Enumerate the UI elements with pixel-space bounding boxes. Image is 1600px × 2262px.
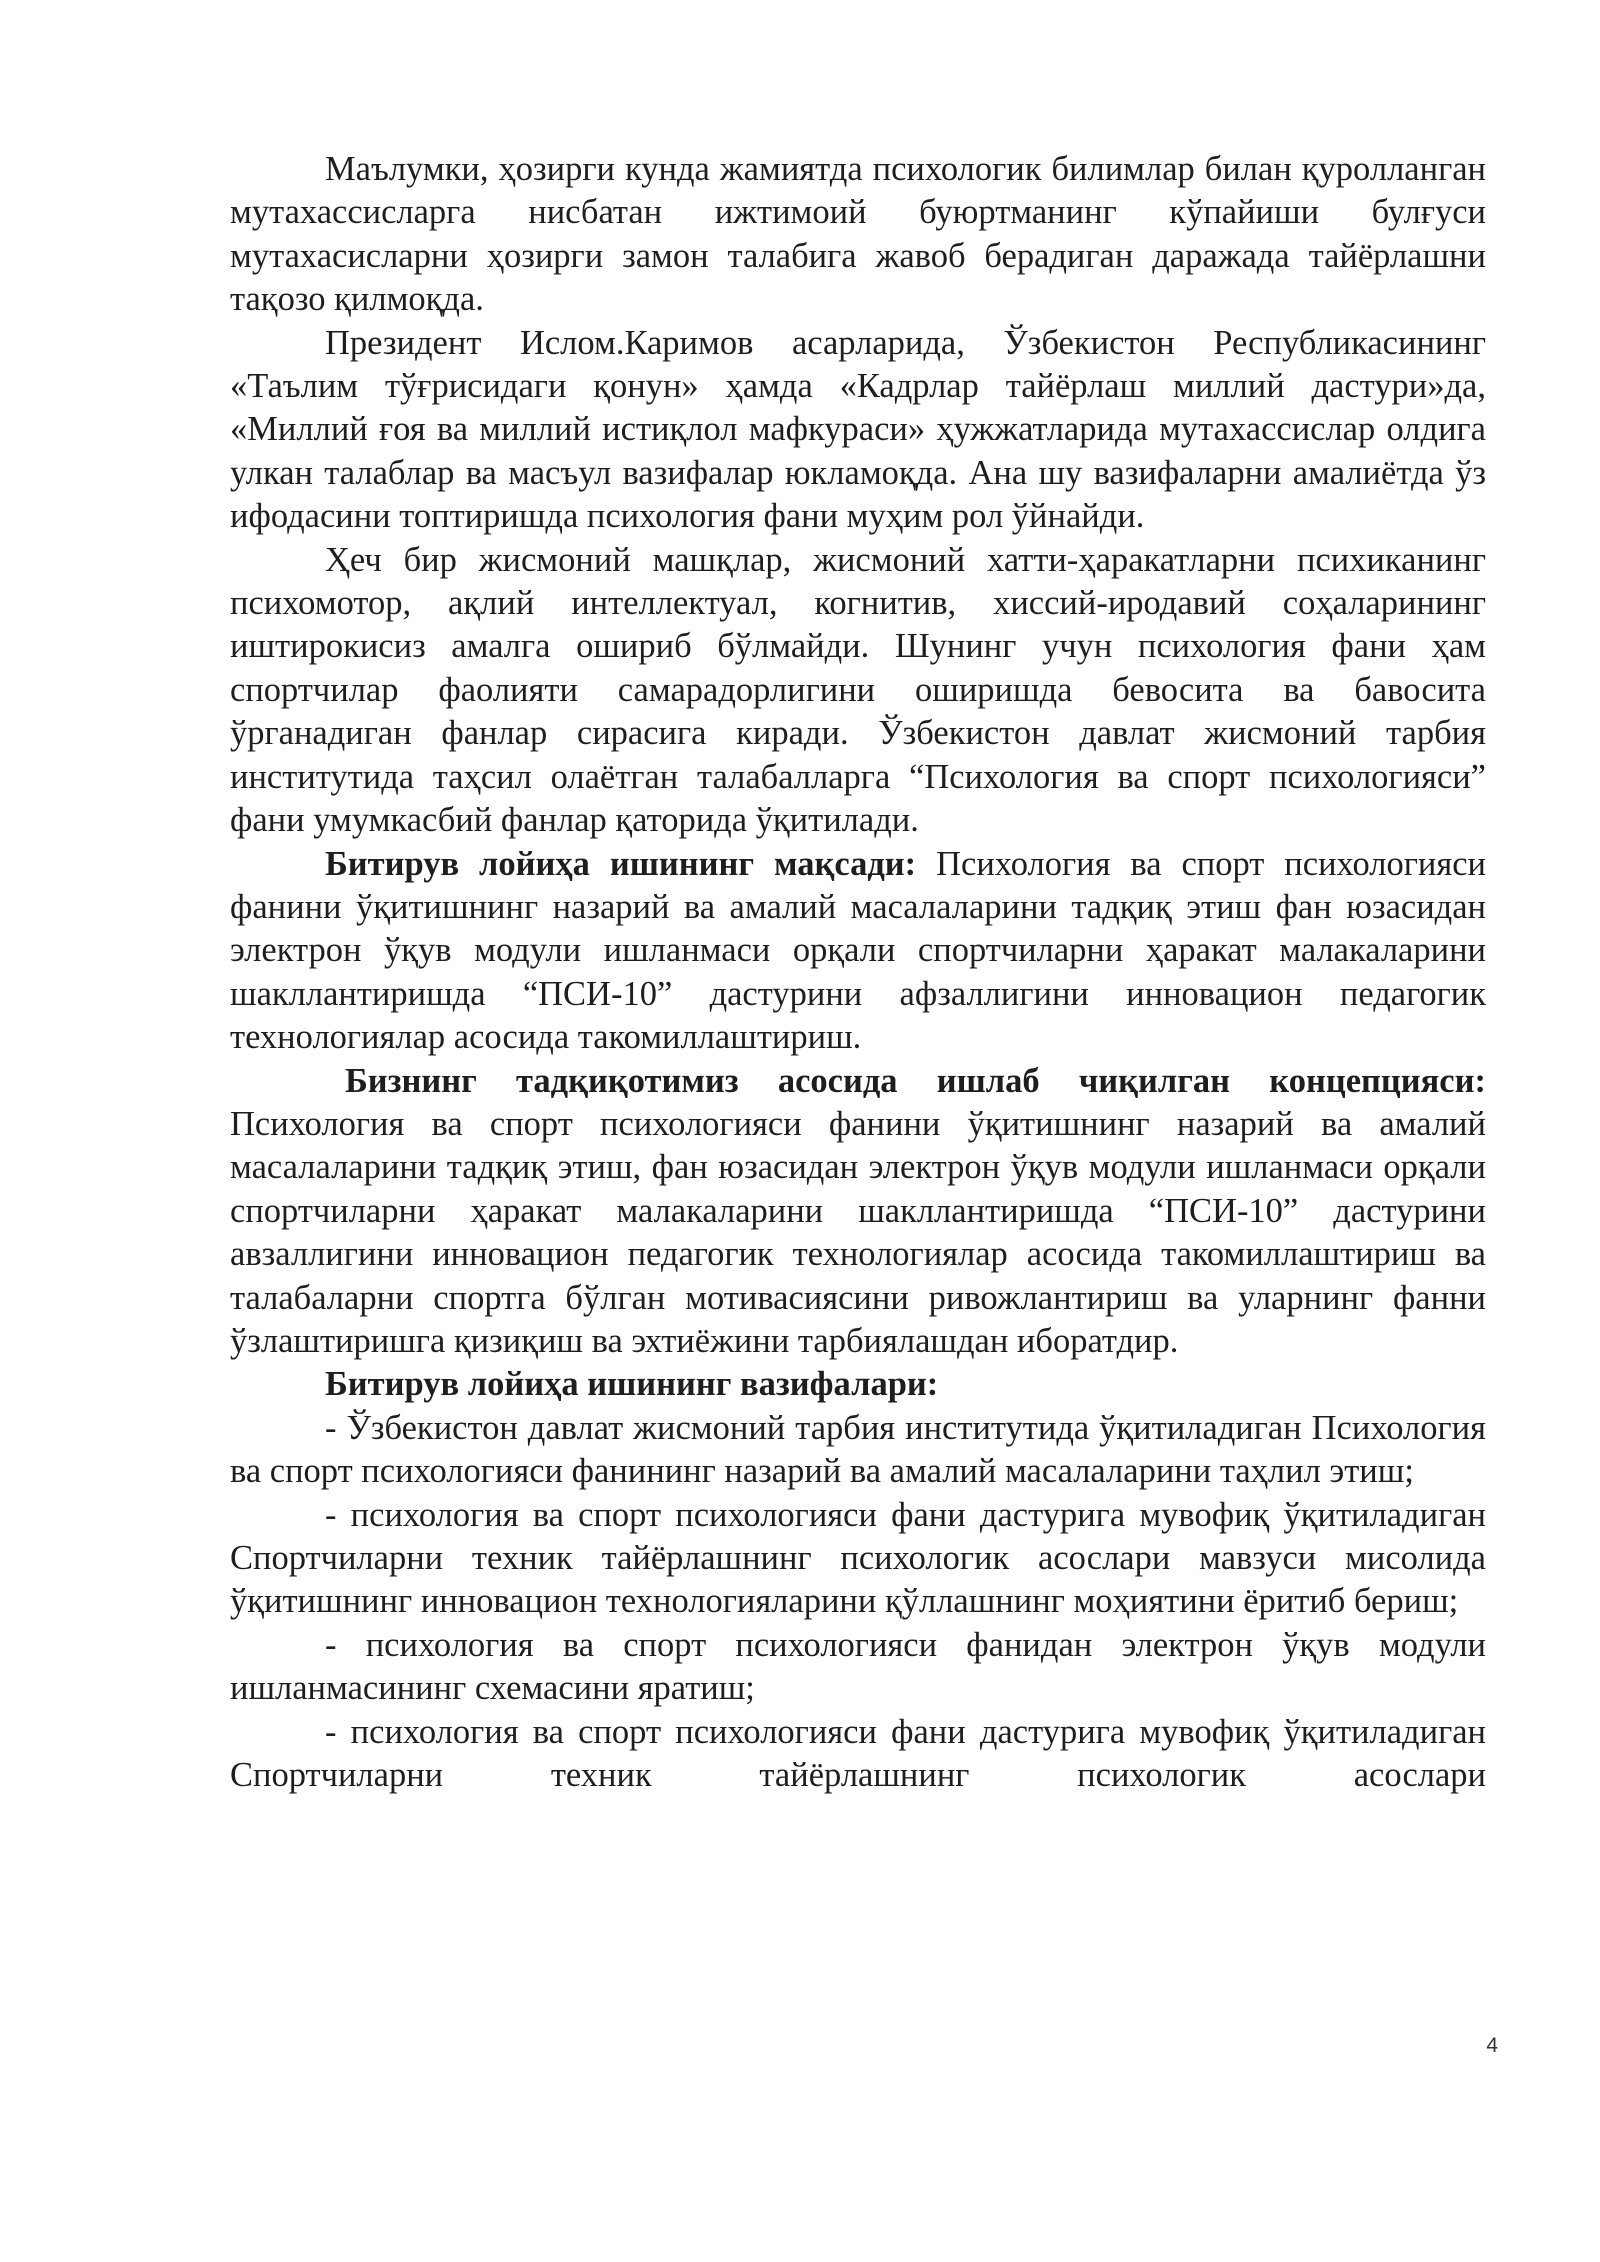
heading-text: Битирув лойиҳа ишининг вазифалари: [325, 1365, 939, 1404]
section-heading-tasks [230, 1363, 1486, 1406]
paragraph-psychology-role [230, 539, 1486, 843]
paragraph-intro [230, 148, 1486, 322]
task-text: - психология ва спорт психологияси фани дастурига мувофиқ ўқитиладиган Спортчиларни техник тайёрлашнинг психологик асослари мавзуси мисолида ўқитишнинг инновацион технологияларини қўллашнинг моҳиятини ёритиб бериш; [230, 1495, 1486, 1621]
task-text: - психология ва спорт психологияси фанидан электрон ўқув модули ишланмасининг схемасини яратиш; [230, 1625, 1486, 1708]
paragraph-project-goal [230, 843, 1486, 1060]
paragraph-concept [230, 1060, 1486, 1364]
task-item-1 [230, 1407, 1486, 1494]
section-heading-goal: Битирув лойиҳа ишининг мақсади: [325, 844, 917, 883]
paragraph-text: Президент Ислом.Каримов асарларида, Ўзбекистон Республикасининг «Таълим тўғрисидаги қонун» ҳамда «Кадрлар тайёрлаш миллий дастури»да, «Миллий ғоя ва миллий истиқлол мафкураси» ҳужжатларида мутахассислар олдига улкан талаблар ва масъул вазифалар юкламоқда. Ана шу вазифаларни амалиётда ўз ифодасини топтиришда психология фани муҳим рол ўйнайди. [230, 323, 1486, 536]
task-text: - Ўзбекистон давлат жисмоний тарбия институтида ўқитиладиган Психология ва спорт психологияси фанининг назарий ва амалий масалаларини таҳлил этиш; [230, 1408, 1486, 1491]
page-number: 4 [1486, 2034, 1498, 2057]
paragraph-text: Маълумки, ҳозирги кунда жамиятда психологик билимлар билан қуролланган мутахассисларга нисбатан ижтимоий буюртманинг кўпайиши булғуси мутахасисларни ҳозирги замон талабига жавоб берадиган даражада тайёрлашни тақозо қилмоқда. [230, 150, 1486, 319]
document-page [230, 148, 1486, 1797]
section-heading-concept: Бизнинг тадқиқотимиз асосида ишлаб чиқилган концепцияси: [345, 1061, 1486, 1100]
paragraph-text: Психология ва спорт психологияси фанини ўқитишнинг назарий ва амалий масалаларини тадқиқ этиш фан юзасидан электрон ўқув модули ишланмаси орқали спортчиларни ҳаракат малакаларини шакллантиришда “ПСИ-10” дастурини афзаллигини инновацион педагогик технологиялар асосида такомиллаштириш. [230, 844, 1487, 1057]
task-item-3 [230, 1624, 1486, 1711]
task-item-4 [230, 1711, 1486, 1798]
paragraph-text: Психология ва спорт психологияси фанини ўқитишнинг назарий ва амалий масалаларини тадқиқ этиш, фан юзасидан электрон ўқув модули ишланмаси орқали спортчиларни ҳаракат малакаларини шакллантиришда “ПСИ-10” дастурини авзаллигини инновацион педагогик технологиялар асосида такомиллаштириш ва талабаларни спортга бўлган мотивасиясини ривожлантириш ва уларнинг фанни ўзлаштиришга қизиқиш ва эхтиёжини тарбиялашдан иборатдир. [230, 1104, 1486, 1360]
paragraph-text: Ҳеч бир жисмоний машқлар, жисмоний хатти-ҳаракатларни психиканинг психомотор, ақлий интеллектуал, когнитив, хиссий-иродавий соҳаларининг иштирокисиз амалга ошириб бўлмайди. Шунинг учун психология фани ҳам спортчилар фаолияти самарадорлигини оширишда бевосита ва бавосита ўрганадиган фанлар сирасига киради. Ўзбекистон давлат жисмоний тарбия институтида таҳсил олаётган талабалларга “Психология ва спорт психологияси” фани умумкасбий фанлар қаторида ўқитилади. [230, 540, 1486, 840]
task-item-2 [230, 1494, 1486, 1624]
paragraph-president [230, 322, 1486, 539]
task-text: - психология ва спорт психологияси фани дастурига мувофиқ ўқитиладиган Спортчиларни техник тайёрлашнинг психологик асослари [230, 1712, 1486, 1795]
